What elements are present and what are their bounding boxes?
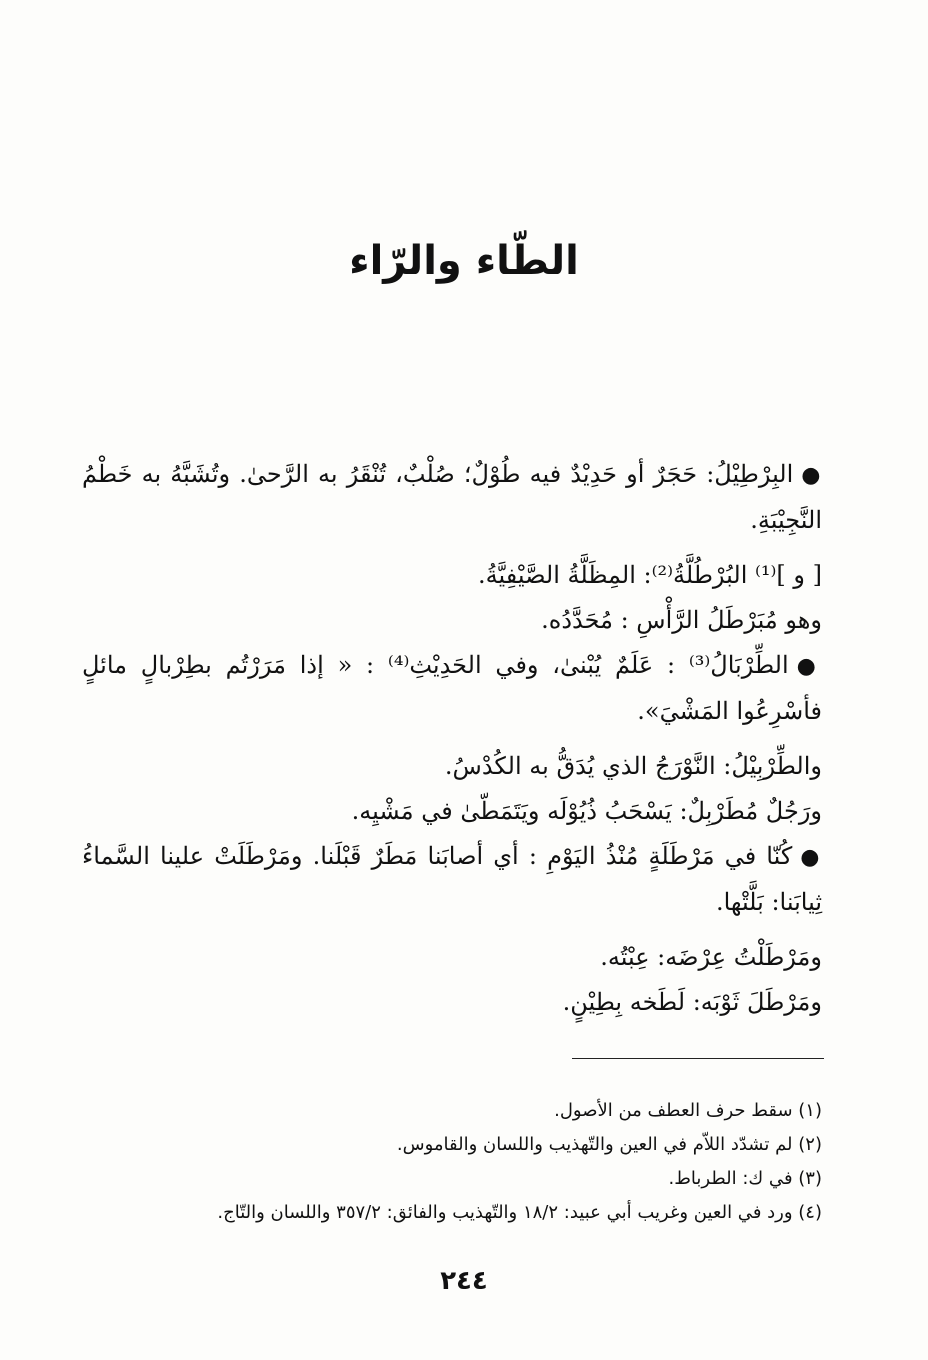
entry-text: ورَجُلٌ مُطَرْبِلٌ: يَسْحَبُ ذُيُوْلَه ويَتَمَطّىٰ في مَشْيِه.: [351, 797, 822, 825]
entry-text: [ و ]⁽¹⁾ البُرْطُلَّةُ⁽²⁾: المِظَلَّةُ الصَّيْفِيَّةُ.: [477, 561, 822, 589]
entry-paragraph: [82, 935, 822, 980]
entry-paragraph: [82, 789, 822, 834]
page-title: الطّاء والرّاء: [349, 238, 579, 284]
entry-text: البِرْطِيْلُ: حَجَرٌ أو حَدِيْدٌ فيه طُوْلٌ؛ صُلْبٌ، تُنْقَرُ به الرَّحىٰ. وتُشَبَّهُ به خَطْمُ النَّجِيْبَةِ.: [82, 460, 822, 534]
entry-paragraph: [82, 643, 822, 734]
entry-paragraph: [82, 744, 822, 789]
page-number: ٢٤٤: [440, 1266, 488, 1296]
footnote: (٣) في ك: الطرباط.: [668, 1168, 822, 1189]
entry-paragraph: [82, 834, 822, 925]
entry-paragraph: [82, 980, 822, 1025]
entry-text: والطِّرْبِيْلُ: النَّوْرَجُ الذي يُدَقُّ به الكُدْسُ.: [444, 752, 822, 780]
entry-text: وهو مُبَرْطَلُ الرَّأْسِ : مُحَدَّدُه.: [541, 606, 822, 634]
entry-paragraph: [82, 452, 822, 543]
entry-text: ومَرْطَلَ ثَوْبَه: لَطَخه بِطِيْنٍ.: [562, 988, 822, 1016]
footnote-separator: [572, 1058, 824, 1059]
footnote: (٢) لم تشدّد اللاّم في العين والتّهذيب واللسان والقاموس.: [396, 1134, 822, 1155]
entry-text: ومَرْطَلْتُ عِرْضَه: عِبْتُه.: [600, 943, 822, 971]
footnote: (٤) ورد في العين وغريب أبي عبيد: ١٨/٢ والتّهذيب والفائق: ٣٥٧/٢ واللسان والتّاج.: [217, 1202, 822, 1223]
entry-paragraph: [82, 598, 822, 643]
entry-text: الطِّرْبَالُ⁽³⁾ : عَلَمٌ يُبْنىٰ، وفي الحَدِيْثِ⁽⁴⁾ : « إذا مَرَرْتُم بطِرْبالٍ مائلٍ فأسْرِعُوا المَشْيَ».: [82, 651, 822, 725]
entry-paragraph: [82, 553, 822, 598]
bullet-icon: ●: [801, 463, 822, 488]
footnotes: [150, 1094, 822, 1230]
bullet-icon: ●: [800, 845, 822, 870]
entry-text: كُنّا في مَرْطَلَةٍ مُنْذُ اليَوْمِ : أي أصابَنا مَطَرٌ قَبْلَنا. ومَرْطَلَتْ علينا السَّماءُ ثِيابَنا: بَلَّتْها.: [82, 842, 822, 916]
dictionary-text: [82, 452, 822, 1025]
bullet-icon: ●: [796, 654, 822, 679]
footnote: (١) سقط حرف العطف من الأصول.: [554, 1100, 822, 1121]
